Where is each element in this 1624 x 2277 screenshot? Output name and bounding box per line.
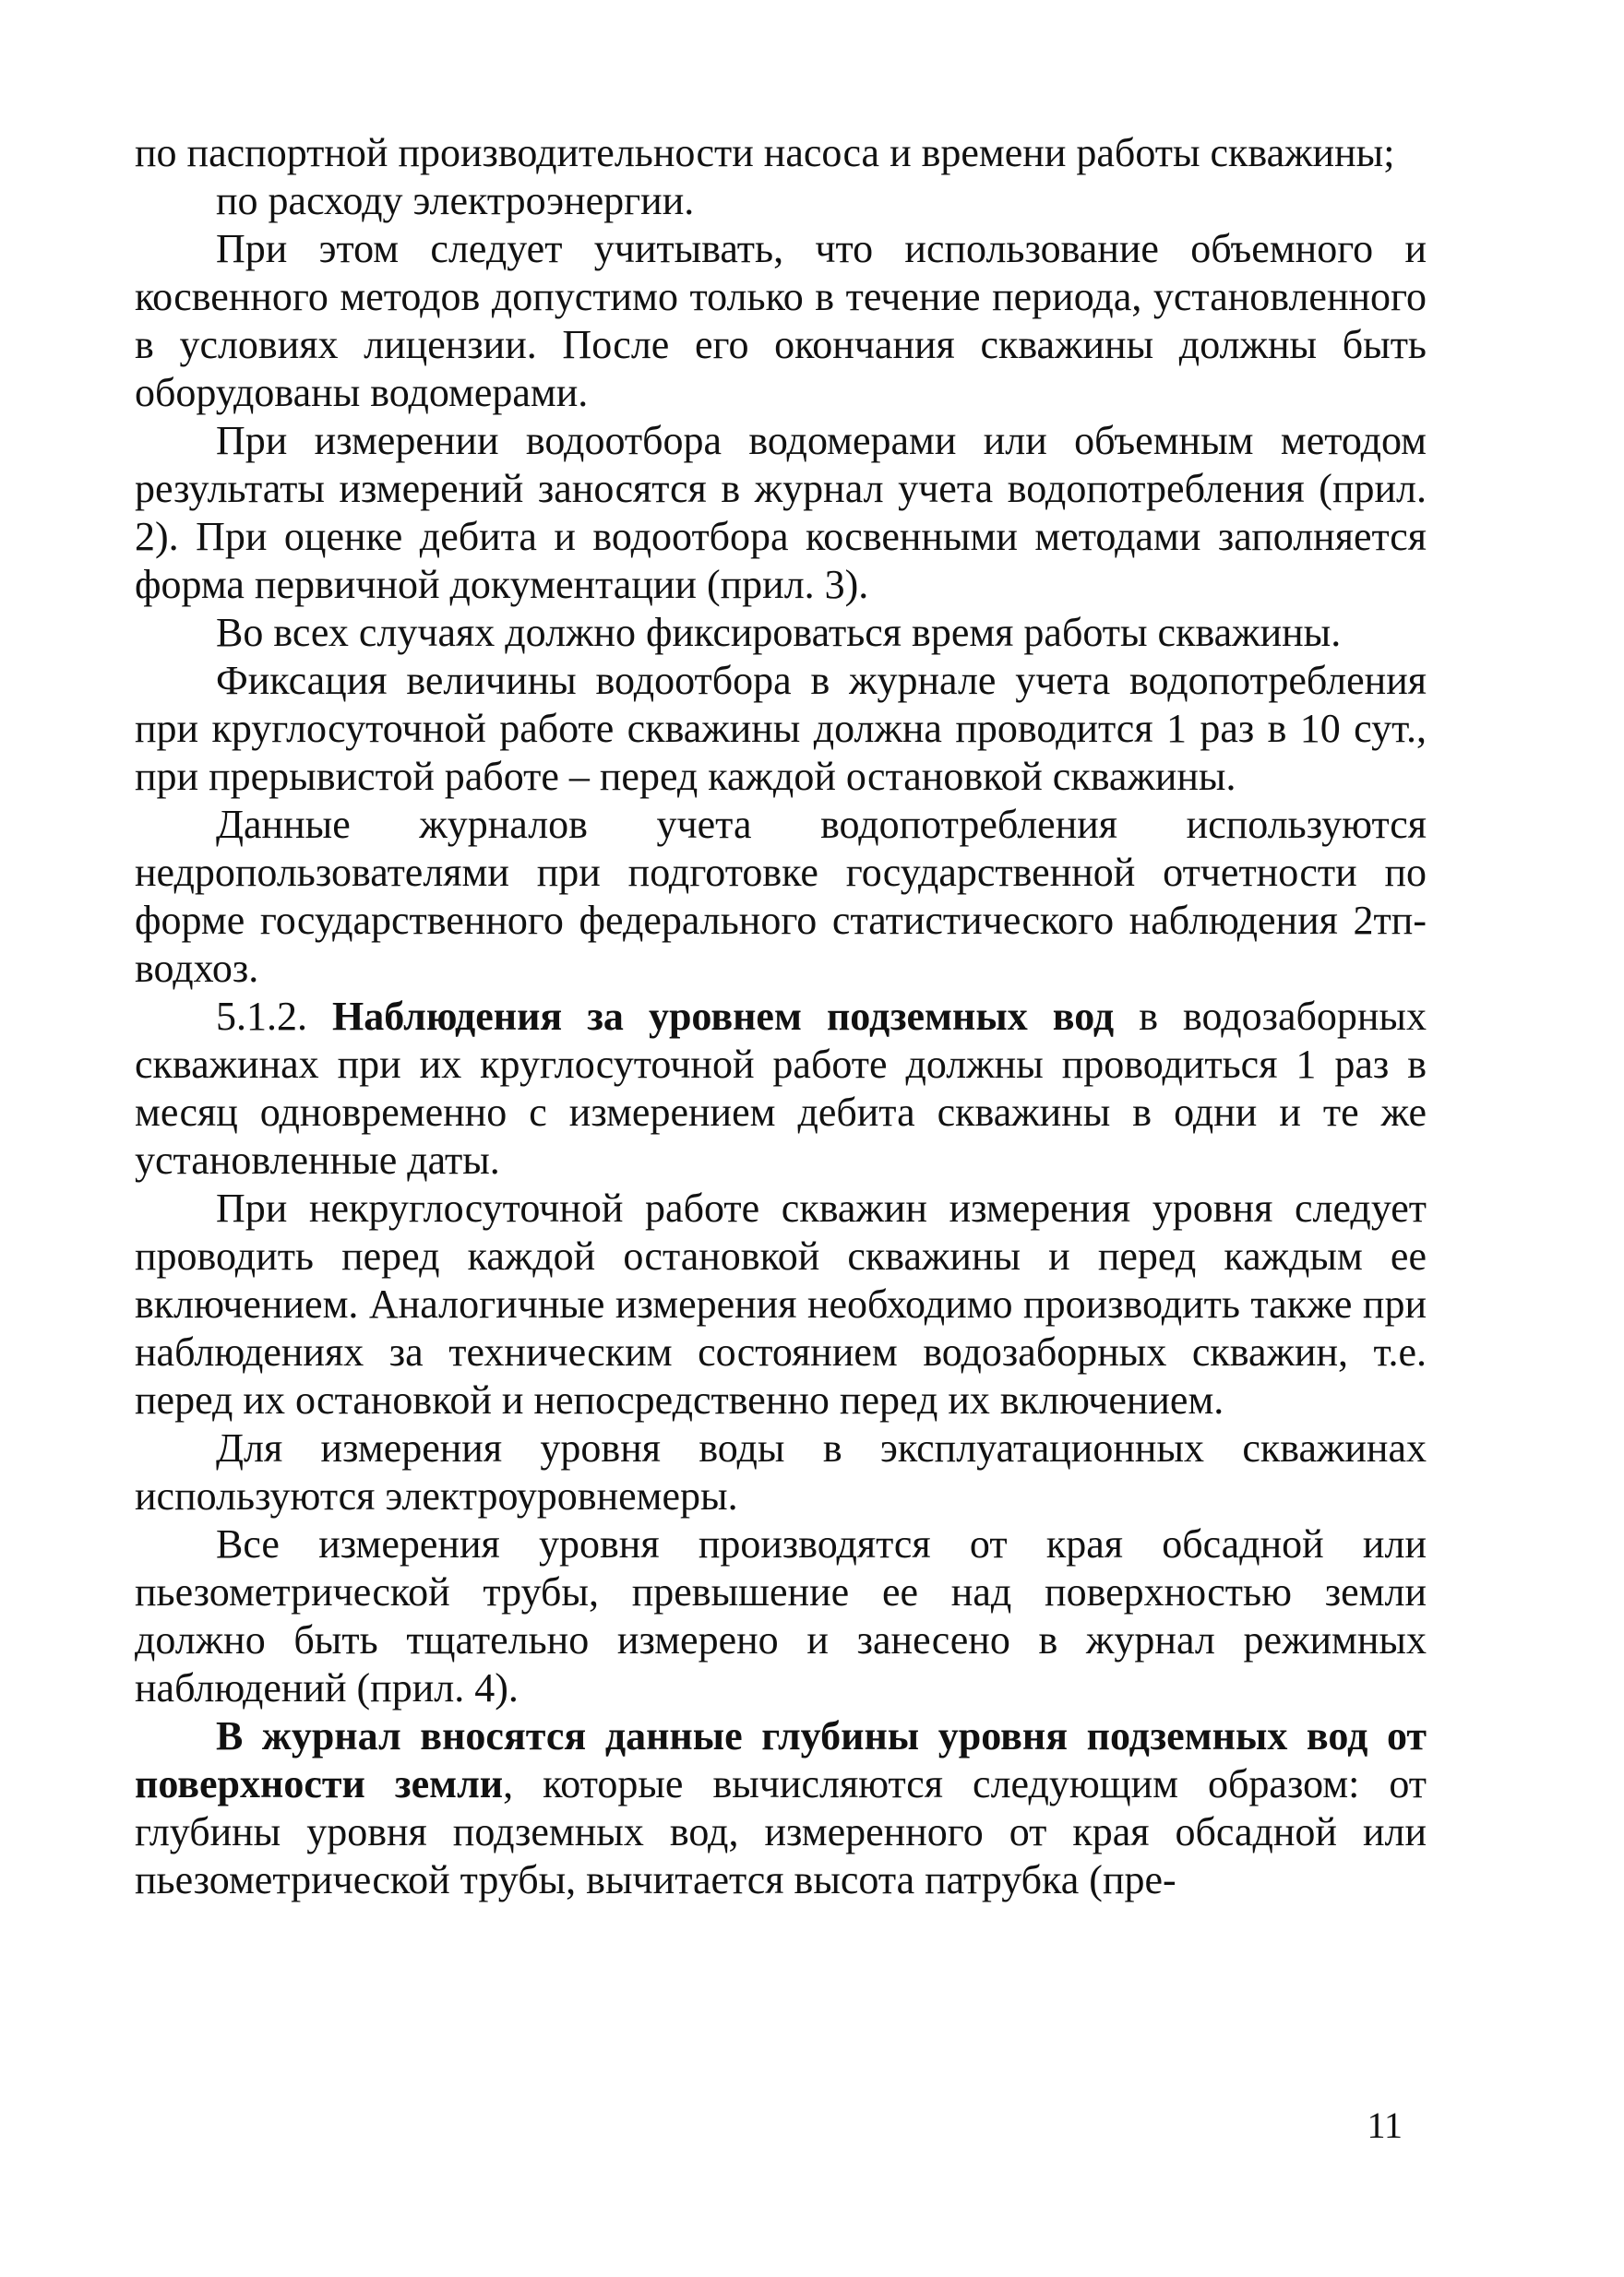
paragraph-11: Все измерения уровня производятся от края обсадной или пьезометрической трубы, превышение ее над поверхностью земли должно быть тщательно измерено и занесено в журнал режимных наблюдений (прил. 4).: [135, 1521, 1427, 1711]
paragraph-12: В журнал вносятся данные глубины уровня подземных вод от поверхности земли, которые вычисляются следующим образом: от глубины уровня подземных вод, измеренного от края обсадной или пьезометрической трубы, вычитается высота патрубка (пре-: [135, 1713, 1427, 1902]
paragraph-3: При этом следует учитывать, что использование объемного и косвенного методов допустимо только в течение периода, установленного в условиях лицензии. После его окончания скважины должны быть оборудованы водомерами.: [135, 226, 1427, 415]
section-number: 5.1.2.: [216, 994, 333, 1039]
paragraph-7: Данные журналов учета водопотребления используются недропользователями при подготовке государственной отчетности по форме государственного федерального статистического наблюдения 2тп-водхоз.: [135, 802, 1427, 991]
paragraph-8-section-5-1-2: 5.1.2. Наблюдения за уровнем подземных вод в водозаборных скважинах при их круглосуточной работе должны проводиться 1 раз в месяц одновременно с измерением дебита скважины в одни и те же установленные даты.: [135, 994, 1427, 1183]
paragraph-2: по расходу электроэнергии.: [216, 178, 695, 223]
section-heading: Наблюдения за уровнем подземных вод: [332, 994, 1115, 1039]
page-number: 11: [1367, 2104, 1403, 2146]
paragraph-5: Во всех случаях должно фиксироваться время работы скважины.: [216, 610, 1342, 655]
paragraph-6: Фиксация величины водоотбора в журнале учета водопотребления при круглосуточной работе скважины должна проводится 1 раз в 10 сут., при прерывистой работе – перед каждой остановкой скважины.: [135, 658, 1427, 799]
paragraph-4: При измерении водоотбора водомерами или объемным методом результаты измерений заносятся в журнал учета водопотребления (прил. 2). При оценке дебита и водоотбора косвенными методами заполняется форма первичной документации (прил. 3).: [135, 418, 1427, 607]
paragraph-9: При некруглосуточной работе скважин измерения уровня следует проводить перед каждой остановкой скважины и перед каждым ее включением. Аналогичные измерения необходимо производить также при наблюдениях за техническим состоянием водозаборных скважин, т.е. перед их остановкой и непосредственно перед их включением.: [135, 1186, 1427, 1423]
paragraph-10: Для измерения уровня воды в эксплуатационных скважинах используются электроуровнемеры.: [135, 1425, 1427, 1519]
bold-lead-text: В журнал вносятся данные глубины уровня подземных вод от поверхности земли: [135, 1713, 1427, 1806]
paragraph-1: по паспортной производительности насоса и времени работы скважины;: [135, 130, 1395, 175]
body-text: [135, 129, 1427, 1904]
